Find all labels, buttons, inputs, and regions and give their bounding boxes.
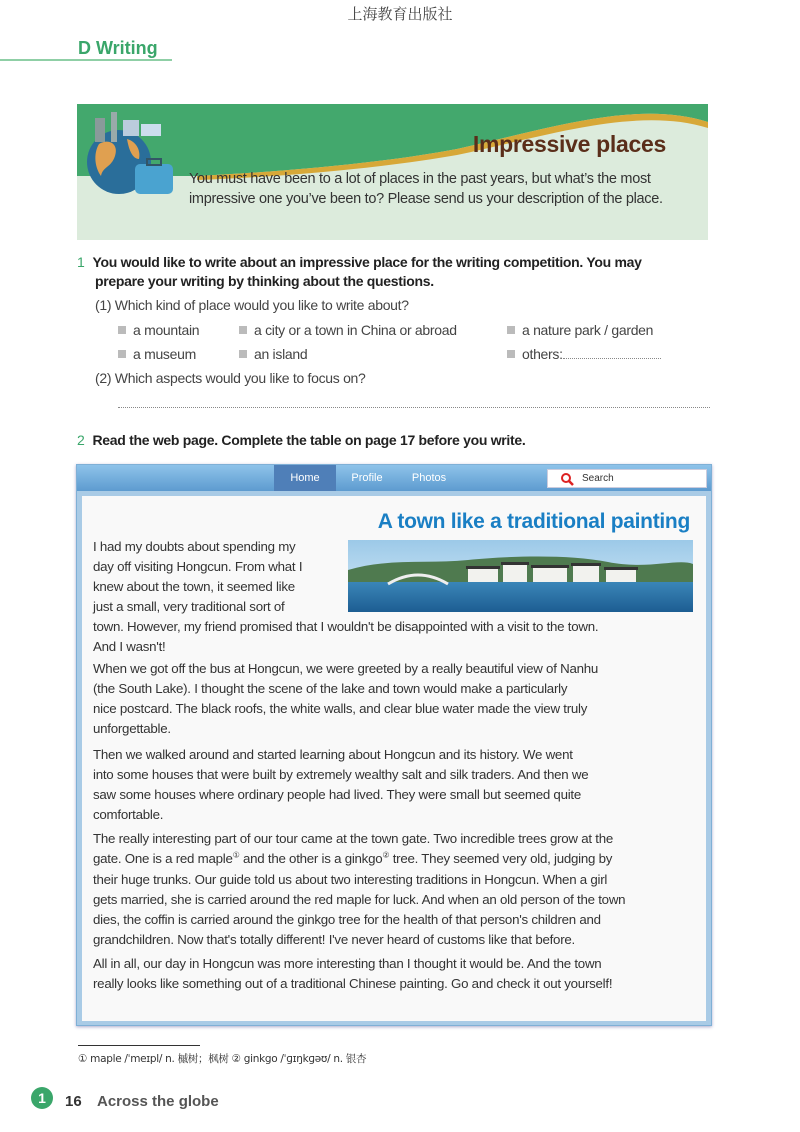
option-mountain[interactable]: a mountain bbox=[118, 322, 199, 338]
option-city[interactable]: a city or a town in China or abroad bbox=[239, 322, 457, 338]
search-input[interactable]: Search bbox=[547, 469, 707, 488]
checkbox-icon[interactable] bbox=[239, 326, 247, 334]
checkbox-icon[interactable] bbox=[118, 326, 126, 334]
checkbox-icon[interactable] bbox=[118, 350, 126, 358]
checkbox-icon[interactable] bbox=[239, 350, 247, 358]
web-page-frame bbox=[76, 464, 712, 1026]
checkbox-icon[interactable] bbox=[507, 350, 515, 358]
question-2: (2) Which aspects would you like to focus on? bbox=[95, 370, 366, 386]
writing-prompt-banner bbox=[77, 104, 708, 240]
nav-photos[interactable]: Photos bbox=[411, 472, 447, 484]
publisher-header: 上海教育出版社 bbox=[347, 5, 453, 23]
paragraph-2: When we got off the bus at Hongcun, we were greeted by a really beautiful view of Nanhu (the South Lake). I thought the scene of the lake and town would make a particularly nice postcard. The black roofs, the white walls, and clear blue water made the view truly unforgettable. bbox=[93, 660, 599, 736]
question-1: (1) Which kind of place would you like to write about? bbox=[95, 297, 409, 313]
option-nature-park[interactable]: a nature park / garden bbox=[507, 322, 653, 338]
search-icon bbox=[560, 472, 574, 486]
paragraph-1: I had my doubts about spending my day off visiting Hongcun. From what I knew about the town, it seemed like just a small, very traditional sort of town. However, my friend promised that I wouldn't be disappointed with a visit to the town. And I wasn't! bbox=[93, 539, 599, 655]
option-island[interactable]: an island bbox=[239, 346, 307, 362]
paragraph-5: All in all, our day in Hongcun was more interesting than I thought it would be. And the town really looks like something out of a traditional Chinese painting. Go and check it out yourself! bbox=[93, 955, 613, 991]
footnote-ref-2: ② bbox=[382, 850, 390, 860]
task-number: 1 bbox=[77, 254, 85, 270]
article-body bbox=[93, 537, 703, 995]
nav-bar bbox=[77, 465, 711, 491]
banner-text: You must have been to a lot of places in the past years, but what’s the most impressive one you’ve been to? Please send us your description of the place. bbox=[189, 171, 663, 207]
unit-title: Across the globe bbox=[97, 1093, 219, 1110]
banner-title: Impressive places bbox=[472, 131, 666, 157]
footnotes: ① maple /ˈmeɪpl/ n. 槭树；枫树 ② ginkgo /ˈɡɪŋkɡəʊ/ n. 银杏 bbox=[78, 1053, 367, 1065]
answer-blank[interactable] bbox=[118, 407, 710, 408]
divider bbox=[0, 59, 172, 61]
task2-instruction: 2 Read the web page. Complete the table on page 17 before you write. bbox=[77, 432, 526, 448]
paragraph-4: The really interesting part of our tour came at the town gate. Two incredible trees grow at the gate. One is a red maple① and the other is a ginkgo② tree. They seemed very old, judging by their huge trunks. Our guide told us about two interesting traditions in Hongcun. When a girl gets married, she is carried around the red maple for luck. And when an old person of the town dies, the coffin is carried around the ginkgo tree for the health of that person's children and grandchildren. Now that's totally different! I've never heard of customs like that before. bbox=[93, 831, 626, 947]
task1-instruction-cont: prepare your writing by thinking about the questions. bbox=[95, 273, 434, 289]
others-blank[interactable] bbox=[563, 347, 661, 359]
section-title: D Writing bbox=[78, 38, 158, 58]
option-others[interactable]: others: bbox=[507, 346, 661, 362]
option-museum[interactable]: a museum bbox=[118, 346, 196, 362]
checkbox-icon[interactable] bbox=[507, 326, 515, 334]
nav-profile[interactable]: Profile bbox=[351, 472, 383, 484]
footnote-divider bbox=[78, 1045, 200, 1046]
page-number: 16 bbox=[65, 1093, 82, 1110]
article-title: A town like a traditional painting bbox=[377, 510, 690, 533]
article-panel bbox=[82, 496, 706, 1021]
footnote-ref-1: ① bbox=[232, 850, 240, 860]
paragraph-3: Then we walked around and started learning about Hongcun and its history. We went into some houses that were built by extremely wealthy salt and silk traders. And then we saw some houses where ordinary people had lived. They were small but seemed quite comfortable. bbox=[93, 746, 589, 823]
nav-home[interactable]: Home bbox=[274, 465, 336, 491]
task1-instruction: 1 You would like to write about an impressive place for the writing competition. You may bbox=[77, 254, 642, 270]
unit-badge: 1 bbox=[31, 1087, 53, 1109]
